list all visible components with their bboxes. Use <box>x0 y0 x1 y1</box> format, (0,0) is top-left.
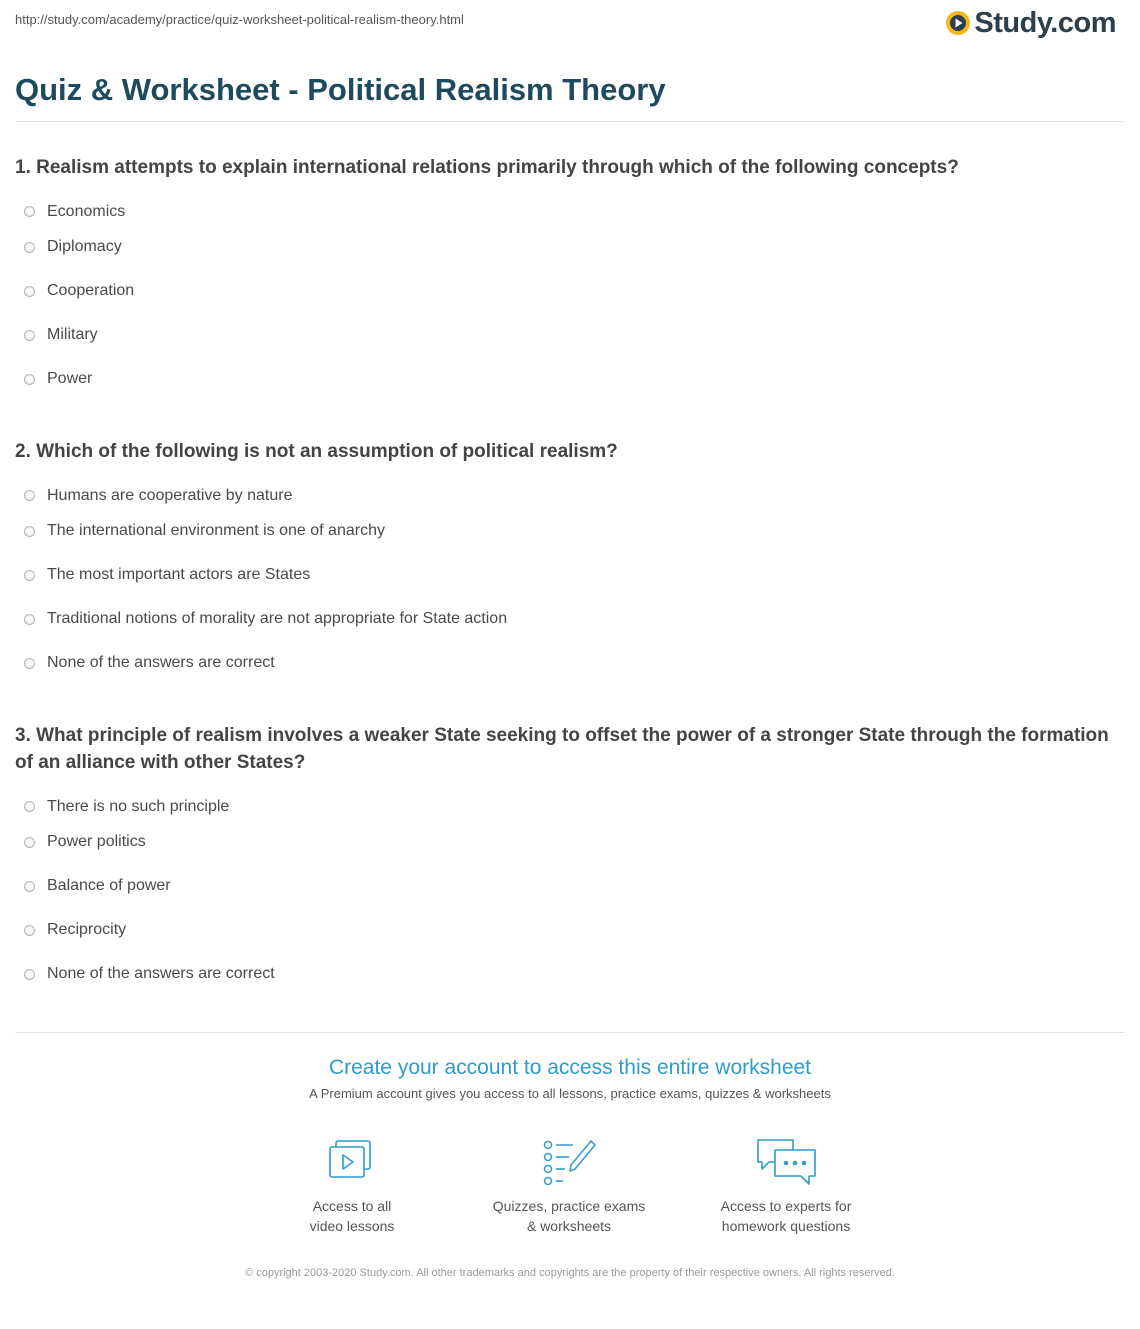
question-text: 1. Realism attempts to explain international relations primarily through which of the following concepts? <box>15 157 959 178</box>
answer-label: There is no such principle <box>47 798 230 815</box>
radio-button[interactable] <box>24 286 35 297</box>
radio-button[interactable] <box>24 837 35 848</box>
feature-video-lessons <box>252 1136 452 1236</box>
title-divider <box>15 121 1125 122</box>
answer-option[interactable] <box>15 797 1122 820</box>
answer-option[interactable] <box>15 908 1122 952</box>
radio-button[interactable] <box>24 801 35 812</box>
copyright-footer: © copyright 2003-2020 Study.com. All other trademarks and copyrights are the property of their respective owners. All rights reserved. <box>245 1267 895 1279</box>
answer-label: Economics <box>47 203 126 220</box>
question-2 <box>15 438 1122 685</box>
radio-button[interactable] <box>24 330 35 341</box>
answer-option[interactable] <box>15 357 1122 401</box>
answer-options <box>15 202 1122 401</box>
radio-button[interactable] <box>24 242 35 253</box>
feature-label: Access to all video lessons <box>309 1198 395 1234</box>
page-url: http://study.com/academy/practice/quiz-worksheet-political-realism-theory.html <box>15 12 464 27</box>
question-3 <box>15 722 1122 996</box>
answer-label: Balance of power <box>47 877 171 894</box>
logo-text: Study.com <box>974 7 1116 39</box>
radio-button[interactable] <box>24 881 35 892</box>
chat-bubbles-icon <box>753 1136 819 1186</box>
top-bar <box>0 0 1140 46</box>
feature-label: Quizzes, practice exams & worksheets <box>492 1198 646 1234</box>
answer-label: Diplomacy <box>47 238 122 255</box>
answer-option[interactable] <box>15 597 1122 641</box>
answer-label: The most important actors are States <box>47 566 311 583</box>
answer-label: Power politics <box>47 833 146 850</box>
answer-option[interactable] <box>15 486 1122 509</box>
radio-button[interactable] <box>24 658 35 669</box>
answer-option[interactable] <box>15 864 1122 908</box>
answer-label: Cooperation <box>47 282 135 299</box>
answer-label: Military <box>47 326 98 343</box>
radio-button[interactable] <box>24 206 35 217</box>
video-lessons-icon <box>322 1136 382 1186</box>
radio-button[interactable] <box>24 374 35 385</box>
promo-subtitle: A Premium account gives you access to all lessons, practice exams, quizzes & worksheets <box>309 1086 831 1101</box>
radio-button[interactable] <box>24 925 35 936</box>
answer-option[interactable] <box>15 820 1122 864</box>
feature-experts <box>686 1136 886 1236</box>
question-text: 2. Which of the following is not an assumption of political realism? <box>15 441 618 462</box>
radio-button[interactable] <box>24 526 35 537</box>
answer-label: Traditional notions of morality are not appropriate for State action <box>47 610 508 627</box>
radio-button[interactable] <box>24 490 35 501</box>
answer-option[interactable] <box>15 553 1122 597</box>
quiz-checklist-icon <box>539 1136 599 1186</box>
answer-options <box>15 486 1122 685</box>
page-title: Quiz & Worksheet - Political Realism Theory <box>15 72 666 107</box>
radio-button[interactable] <box>24 969 35 980</box>
answer-option[interactable] <box>15 641 1122 685</box>
radio-button[interactable] <box>24 614 35 625</box>
answer-option[interactable] <box>15 313 1122 357</box>
section-divider <box>15 1032 1125 1033</box>
answer-label: None of the answers are correct <box>47 654 275 671</box>
answer-label: Power <box>47 370 93 387</box>
answer-label: None of the answers are correct <box>47 965 275 982</box>
answer-label: Humans are cooperative by nature <box>47 487 293 504</box>
answer-option[interactable] <box>15 509 1122 553</box>
answer-option[interactable] <box>15 225 1122 269</box>
radio-button[interactable] <box>24 570 35 581</box>
feature-quizzes <box>469 1136 669 1236</box>
answer-label: The international environment is one of anarchy <box>47 522 385 539</box>
question-1 <box>15 154 1122 401</box>
feature-label: Access to experts for homework questions <box>720 1198 852 1234</box>
answer-option[interactable] <box>15 952 1122 996</box>
question-text: 3. What principle of realism involves a weaker State seeking to offset the power of a stronger State through the formation of an alliance with other States? <box>15 725 1109 773</box>
answer-options <box>15 797 1122 996</box>
answer-label: Reciprocity <box>47 921 127 938</box>
play-circle-icon <box>945 10 971 36</box>
answer-option[interactable] <box>15 202 1122 225</box>
answer-option[interactable] <box>15 269 1122 313</box>
study-logo[interactable] <box>945 6 1116 40</box>
create-account-link[interactable]: Create your account to access this entire worksheet <box>328 1056 812 1079</box>
